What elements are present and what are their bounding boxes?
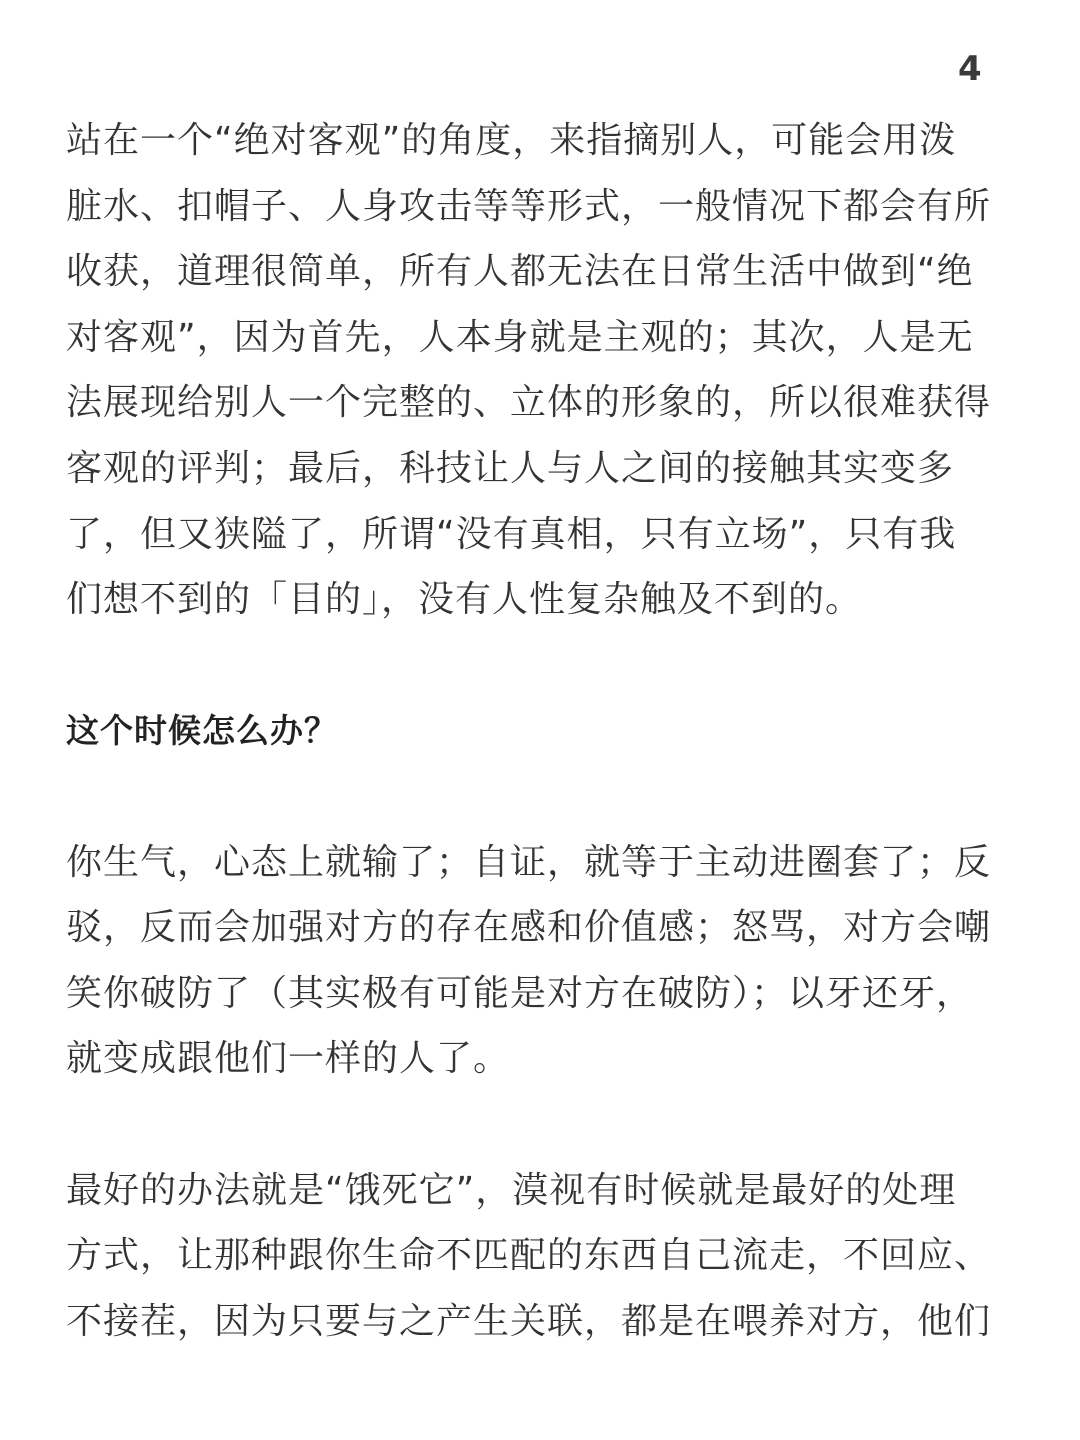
text-line: 收获，道理很简单，所有人都无法在日常生活中做到“绝	[66, 251, 974, 293]
section-heading: 这个时候怎么办？	[66, 711, 338, 751]
text-line: 了，但又狭隘了，所谓“没有真相，只有立场”，只有我	[66, 513, 957, 555]
text-line: 脏水、扣帽子、人身攻击等等形式，一般情况下都会有所	[66, 185, 992, 227]
paragraph-1	[66, 108, 1016, 633]
text-line: 站在一个“绝对客观”的角度，来指摘别人，可能会用泼	[66, 120, 957, 161]
text-line: 方式，让那种跟你生命不匹配的东西自己流走，不回应、	[66, 1235, 992, 1277]
text-line: 客观的评判；最后，科技让人与人之间的接触其实变多	[66, 447, 955, 489]
text-line: 驳，反而会加强对方的存在感和价值感；怒骂，对方会嘲	[66, 907, 992, 949]
paragraph-3	[66, 1158, 1016, 1355]
text-line: 不接茬，因为只要与之产生关联，都是在喂养对方，他们	[66, 1300, 992, 1342]
text-line: 笑你破防了（其实极有可能是对方在破防）；以牙还牙，	[66, 972, 974, 1014]
article-body	[66, 108, 1016, 1354]
text-line: 你生气，心态上就输了；自证，就等于主动进圈套了；反	[66, 841, 992, 883]
page-number: 4	[958, 49, 982, 89]
text-line: 法展现给别人一个完整的、立体的形象的，所以很难获得	[66, 382, 992, 424]
paragraph-2	[66, 830, 1016, 1092]
text-line: 就变成跟他们一样的人了。	[66, 1038, 511, 1080]
text-line: 们想不到的「目的」，没有人性复杂触及不到的。	[66, 579, 863, 621]
text-line: 最好的办法就是“饿死它”，漠视有时候就是最好的处理	[66, 1169, 957, 1211]
text-line: 对客观”，因为首先，人本身就是主观的；其次，人是无	[66, 316, 974, 358]
